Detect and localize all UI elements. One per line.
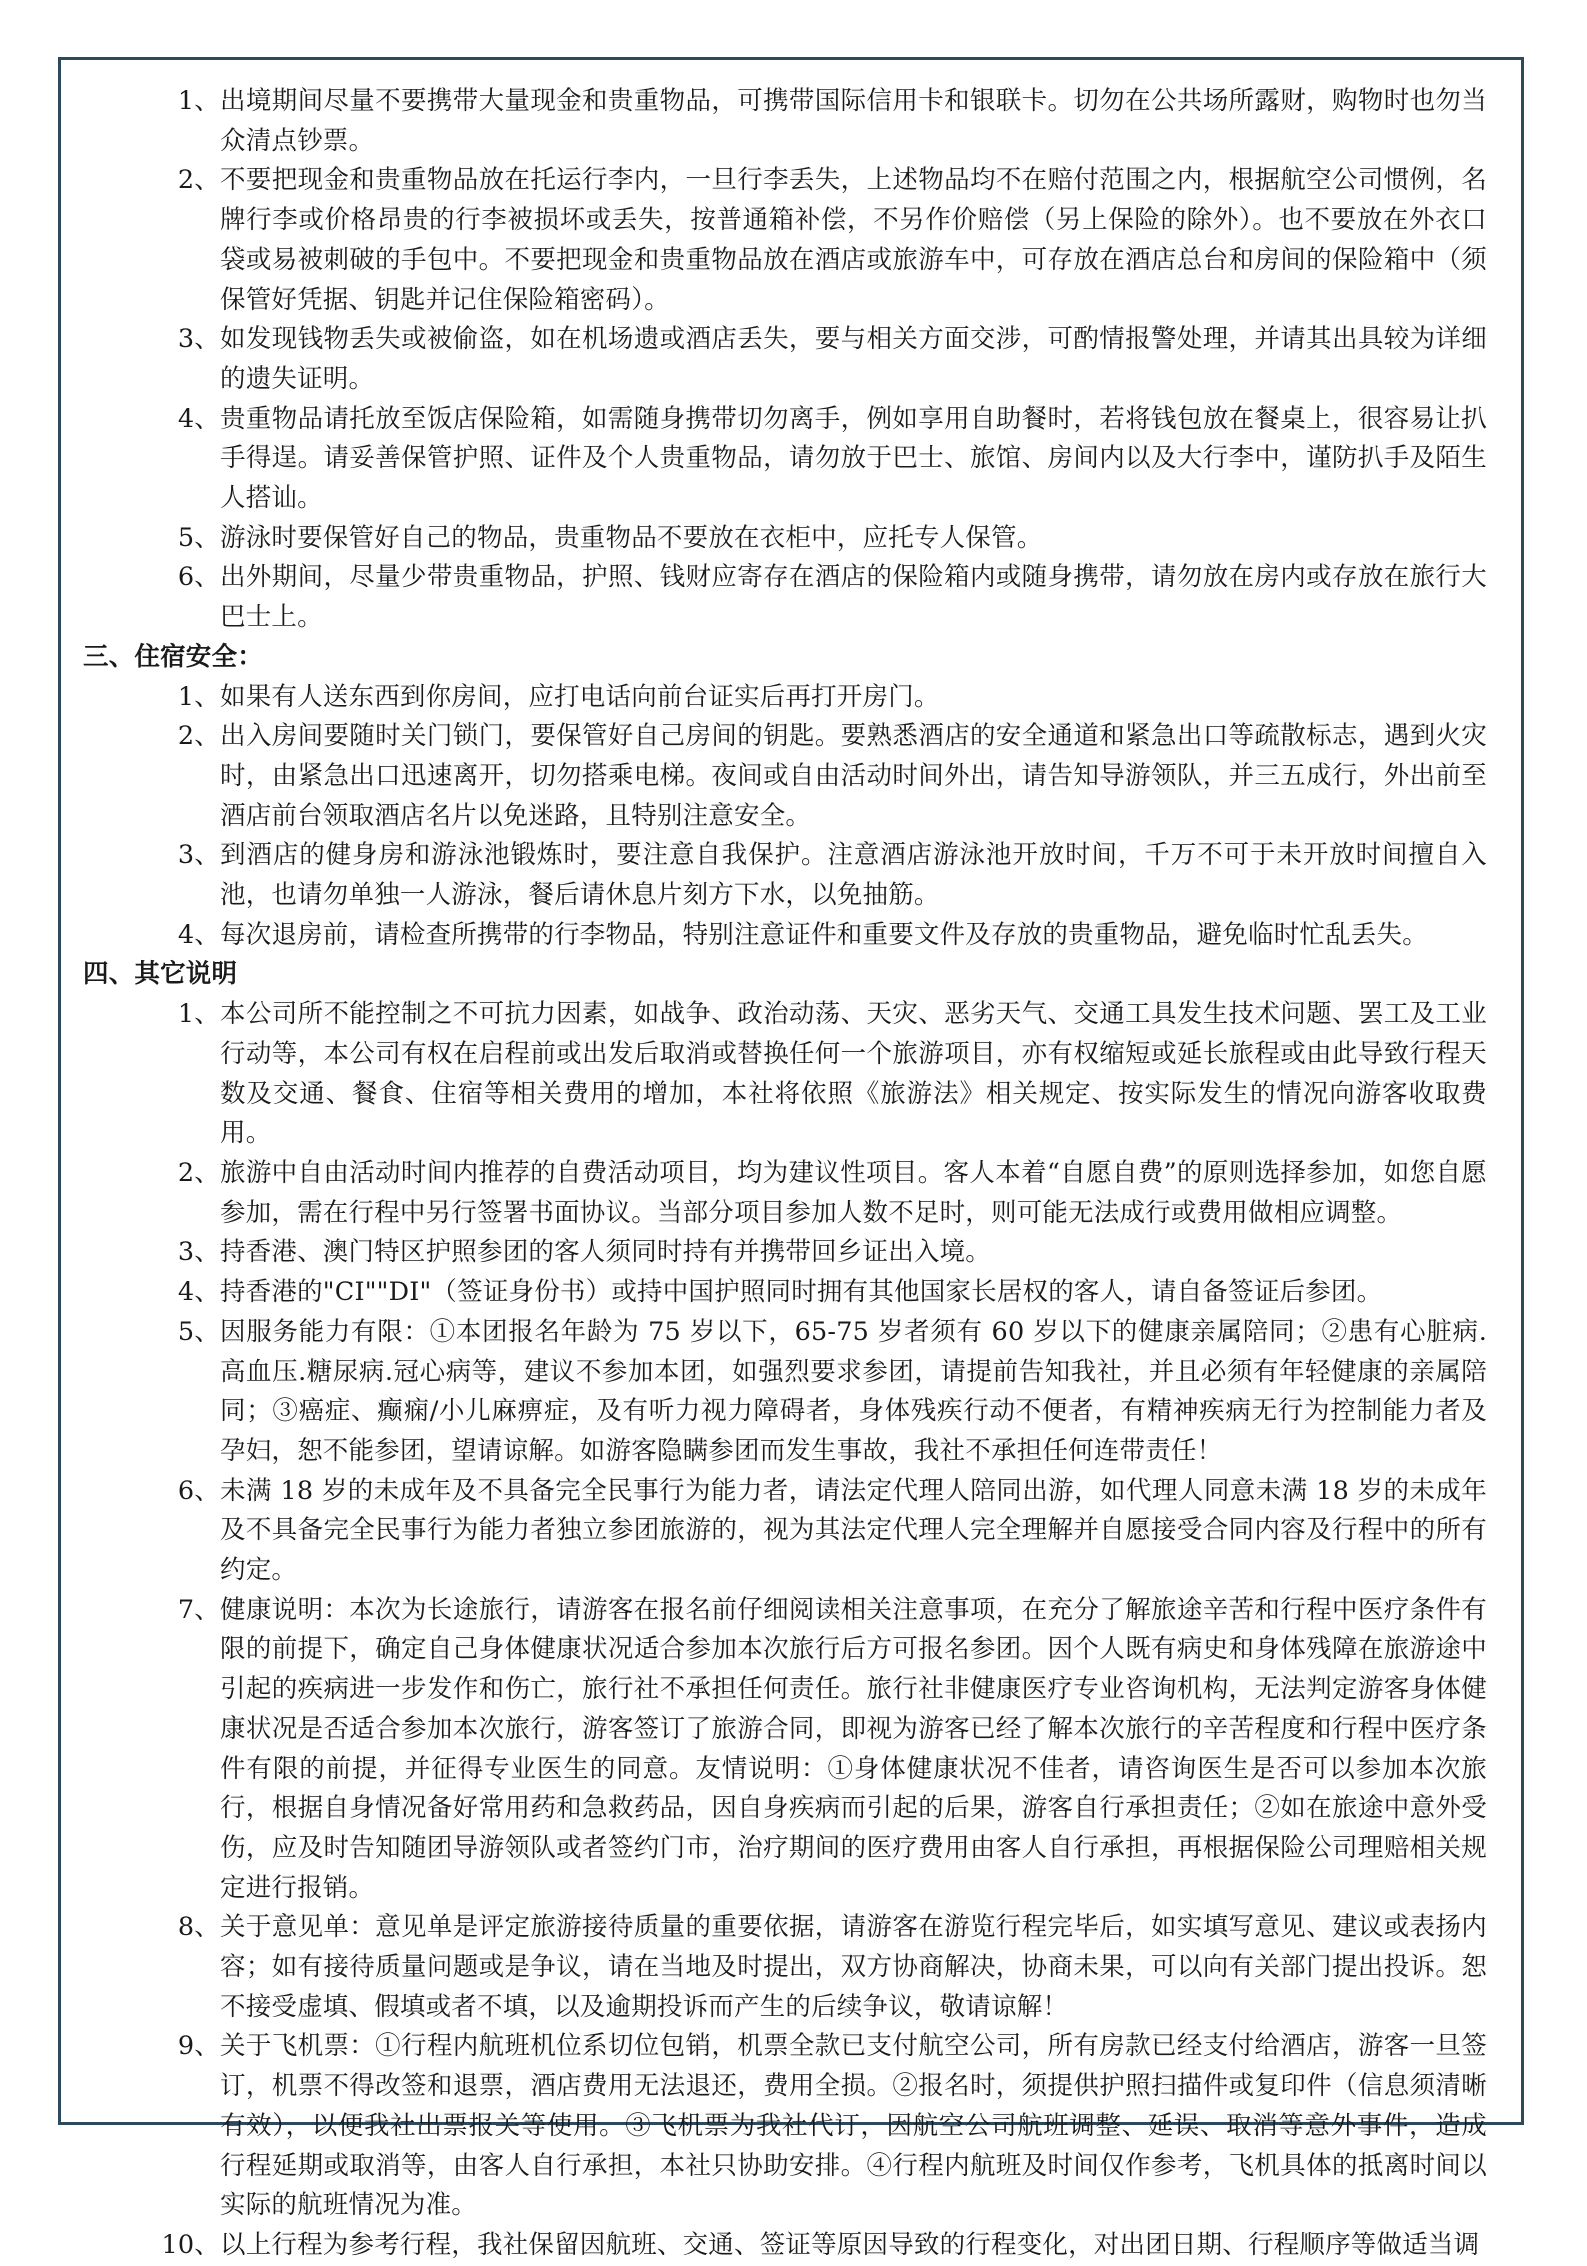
item-text: 健康说明：本次为长途旅行，请游客在报名前仔细阅读相关注意事项，在充分了解旅途辛苦和行程中医疗条件有限的前提下，确定自己身体健康状况适合参加本次旅行后方可报名参团。因个人既有病史和身体残障在旅游途中引起的疾病进一步发作和伤亡，旅行社不承担任何责任。旅行社非健康医疗专业咨询机构，无法判定游客身体健康状况是否适合参加本次旅行，游客签订了旅游合同，即视为游客已经了解本次旅行的辛苦程度和行程中医疗条件有限的前提，并征得专业医生的同意。友情说明：①身体健康状况不佳者，请咨询医生是否可以参加本次旅行，根据自身情况备好常用药和急救药品，因自身疾病而引起的后果，游客自行承担责任；②如在旅途中意外受伤，应及时告知随团导游领队或者签约门市，治疗期间的医疗费用由客人自行承担，再根据保险公司理赔相关规定进行报销。 [220,1594,1487,1903]
document-content [61,60,1521,2266]
list-item [77,836,1487,915]
item-number: 1、 [177,86,220,116]
item-number: 3、 [177,1237,220,1268]
item-number: 6、 [177,1475,220,1506]
item-text: 关于意见单：意见单是评定旅游接待质量的重要依据，请游客在游览行程完毕后，如实填写意见、建议或表扬内容；如有接待质量问题或是争议，请在当地及时提出，双方协商解决，协商未果，可以向有关部门提出投诉。恕不接受虚填、假填或者不填，以及逾期投诉而产生的后续争议，敬请谅解！ [220,1912,1487,2022]
other-notes-list [77,995,1487,2266]
list-item [77,558,1487,637]
item-number: 1、 [177,681,220,712]
item-number: 4、 [177,919,220,950]
item-text: 出入房间要随时关门锁门，要保管好自己房间的钥匙。要熟悉酒店的安全通道和紧急出口等疏散标志，遇到火灾时，由紧急出口迅速离开，切勿搭乘电梯。夜间或自由活动时间外出，请告知导游领队，并三五成行，外出前至酒店前台领取酒店名片以免迷路，且特别注意安全。 [220,721,1487,831]
list-item [77,717,1487,836]
item-number: 5、 [177,1316,220,1347]
list-item [77,1472,1487,1591]
top-list [77,82,1487,638]
item-text: 旅游中自由活动时间内推荐的自费活动项目，均为建议性项目。客人本着“自愿自费”的原则选择参加，如您自愿参加，需在行程中另行签署书面协议。当部分项目参加人数不足时，则可能无法成行或费用做相应调整。 [220,1157,1487,1228]
item-text: 每次退房前，请检查所携带的行李物品，特别注意证件和重要文件及存放的贵重物品，避免临时忙乱丢失。 [220,919,1428,950]
list-item [77,519,1487,559]
list-item [77,400,1487,519]
list-item [77,916,1487,956]
list-item [77,995,1487,1154]
list-item [77,1313,1487,1472]
list-item [77,1233,1487,1273]
list-item [77,1154,1487,1233]
item-number: 6、 [177,562,220,593]
item-text: 以上行程为参考行程，我社保留因航班、交通、签证等原因导致的行程变化，对出团日期、行程顺序等做适当调 [220,2229,1480,2260]
section-title-other-notes: 四、其它说明 [83,959,238,990]
item-text: 出境期间尽量不要携带大量现金和贵重物品，可携带国际信用卡和银联卡。切勿在公共场所露财，购物时也勿当众清点钞票。 [220,86,1487,156]
item-number: 3、 [177,324,220,355]
list-item [77,1908,1487,2027]
item-number: 2、 [177,1157,220,1188]
item-text: 到酒店的健身房和游泳池锻炼时，要注意自我保护。注意酒店游泳池开放时间，千万不可于未开放时间擅自入池，也请勿单独一人游泳，餐后请休息片刻方下水，以免抽筋。 [220,840,1487,911]
item-text: 未满 18 岁的未成年及不具备完全民事行为能力者，请法定代理人陪同出游，如代理人同意未满 18 岁的未成年及不具备完全民事行为能力者独立参团旅游的，视为其法定代理人完全理解并自愿接受合同内容及行程中的所有约定。 [220,1475,1487,1586]
item-text: 贵重物品请托放至饭店保险箱，如需随身携带切勿离手，例如享用自助餐时，若将钱包放在餐桌上，很容易让扒手得逞。请妥善保管护照、证件及个人贵重物品，请勿放于巴士、旅馆、房间内以及大行李中，谨防扒手及陌生人搭讪。 [220,403,1487,514]
item-number: 4、 [177,403,220,434]
list-item [77,320,1487,399]
item-text: 关于飞机票：①行程内航班机位系切位包销，机票全款已支付航空公司，所有房款已经支付给酒店，游客一旦签订，机票不得改签和退票，酒店费用无法退还，费用全损。②报名时，须提供护照扫描件或复印件（信息须清晰有效），以便我社出票报关等使用。③飞机票为我社代订，因航空公司航班调整、延误、取消等意外事件，造成行程延期或取消等，由客人自行承担，本社只协助安排。④行程内航班及时间仅作参考，飞机具体的抵离时间以实际的航班情况为准。 [220,2031,1487,2221]
item-number: 2、 [177,721,220,752]
item-number: 10、 [161,2229,220,2260]
list-item [77,82,1487,161]
item-number: 8、 [177,1912,220,1943]
item-text: 持香港的"CI""DI"（签证身份书）或持中国护照同时拥有其他国家长居权的客人，请自备签证后参团。 [220,1277,1383,1308]
item-text: 如果有人送东西到你房间，应打电话向前台证实后再打开房门。 [220,681,940,712]
item-text: 本公司所不能控制之不可抗力因素，如战争、政治动荡、天灾、恶劣天气、交通工具发生技术问题、罢工及工业行动等，本公司有权在启程前或出发后取消或替换任何一个旅游项目，亦有权缩短或延长旅程或由此导致行程天数及交通、餐食、住宿等相关费用的增加，本社将依照《旅游法》相关规定、按实际发生的情况向游客收取费用。 [220,999,1487,1149]
list-item [77,1273,1487,1313]
item-number: 2、 [177,165,220,196]
list-item [77,161,1487,320]
item-text: 游泳时要保管好自己的物品，贵重物品不要放在衣柜中，应托专人保管。 [220,522,1043,553]
accommodation-list [77,678,1487,956]
list-item [77,2226,1487,2266]
list-item [77,1591,1487,1909]
item-number: 4、 [177,1277,220,1308]
item-number: 3、 [177,840,220,871]
item-text: 不要把现金和贵重物品放在托运行李内，一旦行李丢失，上述物品均不在赔付范围之内，根据航空公司惯例，名牌行李或价格昂贵的行李被损坏或丢失，按普通箱补偿，不另作价赔偿（另上保险的除外）。也不要放在外衣口袋或易被刺破的手包中。不要把现金和贵重物品放在酒店或旅游车中，可存放在酒店总台和房间的保险箱中（须保管好凭据、钥匙并记住保险箱密码）。 [220,165,1487,315]
item-text: 持香港、澳门特区护照参团的客人须同时持有并携带回乡证出入境。 [220,1237,992,1268]
item-text: 因服务能力有限：①本团报名年龄为 75 岁以下，65-75 岁者须有 60 岁以下的健康亲属陪同；②患有心脏病.高血压.糖尿病.冠心病等，建议不参加本团，如强烈要求参团，请提前告知我社，并且必须有年轻健康的亲属陪同；③癌症、癫痫/小儿麻痹症，及有听力视力障碍者，身体残疾行动不便者，有精神疾病无行为控制能力者及孕妇，恕不能参团，望请谅解。如游客隐瞒参团而发生事故，我社不承担任何连带责任！ [220,1316,1487,1466]
item-number: 1、 [177,999,220,1030]
item-number: 5、 [177,522,220,553]
section-title-accommodation: 三、住宿安全： [83,641,263,672]
list-item [77,678,1487,718]
item-number: 7、 [177,1594,220,1625]
item-text: 出外期间，尽量少带贵重物品，护照、钱财应寄存在酒店的保险箱内或随身携带，请勿放在房内或存放在旅行大巴士上。 [220,562,1487,633]
document-frame [58,57,1524,2260]
list-item [77,2027,1487,2226]
item-text: 如发现钱物丢失或被偷盗，如在机场遗或酒店丢失，要与相关方面交涉，可酌情报警处理，并请其出具较为详细的遗失证明。 [220,324,1487,394]
item-number: 9、 [177,2031,220,2062]
